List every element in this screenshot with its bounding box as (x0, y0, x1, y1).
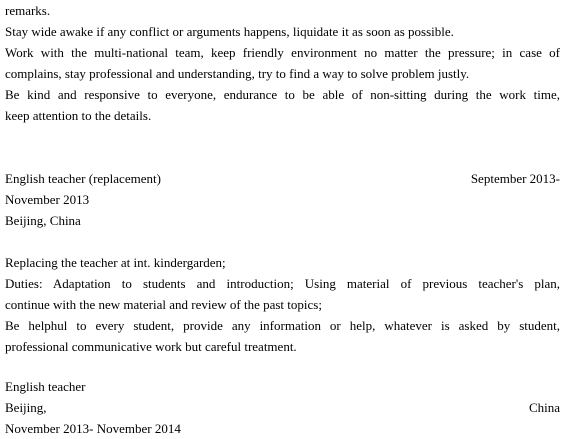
job1-replacing: Replacing the teacher at int. kindergarden; (5, 255, 226, 270)
job2-title: English teacher (5, 379, 86, 394)
remarks-line: remarks. (5, 3, 51, 18)
job2-country: China (528, 400, 560, 415)
job1-date-end: November 2013 (5, 192, 90, 207)
work-team-line-1: Work with the multi-national team, keep friendly environment no matter the pressure; in case of (5, 45, 560, 60)
be-kind-line-1: Be kind and responsive to everyone, endurance to be able of non-sitting during the work time, (5, 87, 560, 102)
job1-header (5, 168, 560, 189)
job1-location: Beijing, China (5, 213, 81, 228)
job1-date-start: September 2013- (470, 171, 560, 186)
stay-awake-line: Stay wide awake if any conflict or arguments happens, liquidate it as soon as possible. (5, 24, 454, 39)
job2-dates: November 2013- November 2014 (5, 421, 181, 436)
job1-duties-line-1: Duties: Adaptation to students and introduction; Using material of previous teacher's plan, (5, 276, 560, 291)
job1-helpful-line-1: Be helphul to every student, provide any information or help, whatever is asked by student, (5, 318, 560, 333)
job2-city: Beijing, (5, 400, 47, 415)
be-kind-line-2: keep attention to the details. (5, 108, 152, 123)
job1-title: English teacher (replacement) (5, 171, 161, 186)
job2-location (5, 397, 560, 418)
work-team-line-2: complains, stay professional and understanding, try to find a way to solve problem justly. (5, 66, 470, 81)
job1-helpful-line-2: professional communicative work but careful treatment. (5, 339, 297, 354)
job1-duties-line-2: continue with the new material and review of the past topics; (5, 297, 322, 312)
